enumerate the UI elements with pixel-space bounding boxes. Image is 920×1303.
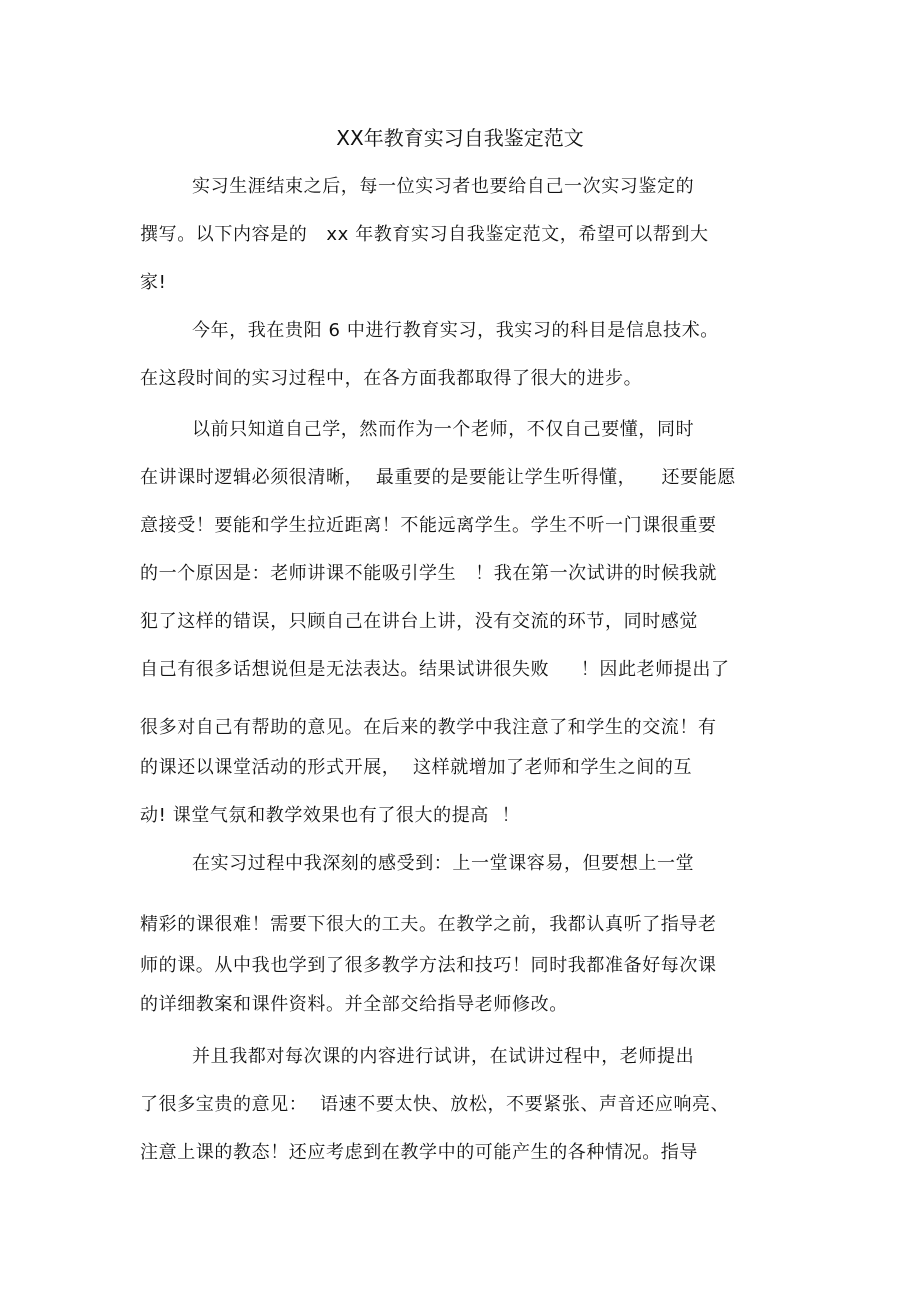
paragraph-line: 师的课。从中我也学到了很多教学方法和技巧！同时我都准备好每次课 [140, 955, 717, 976]
paragraph-line: 家! [140, 272, 167, 293]
paragraph-line: 撰写。以下内容是的 xx 年教育实习自我鉴定范文，希望可以帮到大 [140, 224, 709, 245]
document-title: XX年教育实习自我鉴定范文 [336, 126, 584, 150]
paragraph-line: 犯了这样的错误，只顾自己在讲台上讲，没有交流的环节，同时感觉 [140, 611, 698, 632]
paragraph-line: 以前只知道自己学，然而作为一个老师，不仅自己要懂，同时 [192, 419, 695, 440]
paragraph-line: 意接受！要能和学生拉近距离！不能远离学生。学生不听一门课很重要 [140, 515, 717, 536]
paragraph-line: 精彩的课很难！需要下很大的工夫。在教学之前，我都认真听了指导老 [140, 914, 717, 935]
paragraph-line: 在这段时间的实习过程中，在各方面我都取得了很大的进步。 [140, 368, 643, 389]
paragraph-line: 今年，我在贵阳 6 中进行教育实习，我实习的科目是信息技术。 [192, 320, 719, 341]
paragraph-line: 在讲课时逻辑必须很清晰， 最重要的是要能让学生听得懂， 还要能愿 [140, 467, 736, 488]
paragraph-line: 并且我都对每次课的内容进行试讲，在试讲过程中，老师提出 [192, 1046, 695, 1067]
paragraph-line: 动! 课堂气氛和教学效果也有了很大的提高 ！ [140, 805, 521, 826]
paragraph-line: 注意上课的教态！还应考虑到在教学中的可能产生的各种情况。指导 [140, 1142, 698, 1163]
paragraph-line: 的详细教案和课件资料。并全部交给指导老师修改。 [140, 994, 568, 1015]
paragraph-line: 实习生涯结束之后，每一位实习者也要给自己一次实习鉴定的 [192, 176, 695, 197]
paragraph-line: 很多对自己有帮助的意见。在后来的教学中我注意了和学生的交流！有 [140, 717, 717, 738]
paragraph-line: 在实习过程中我深刻的感受到：上一堂课容易，但要想上一堂 [192, 853, 695, 874]
paragraph-line: 的课还以课堂活动的形式开展， 这样就增加了老师和学生之间的互 [140, 757, 693, 778]
paragraph-line: 了很多宝贵的意见： 语速不要太快、放松，不要紧张、声音还应响亮、 [140, 1094, 730, 1115]
paragraph-line: 自己有很多话想说但是无法表达。结果试讲很失败 ！因此老师提出了 [140, 659, 730, 680]
paragraph-line: 的一个原因是：老师讲课不能吸引学生 ！我在第一次试讲的时候我就 [140, 563, 717, 584]
